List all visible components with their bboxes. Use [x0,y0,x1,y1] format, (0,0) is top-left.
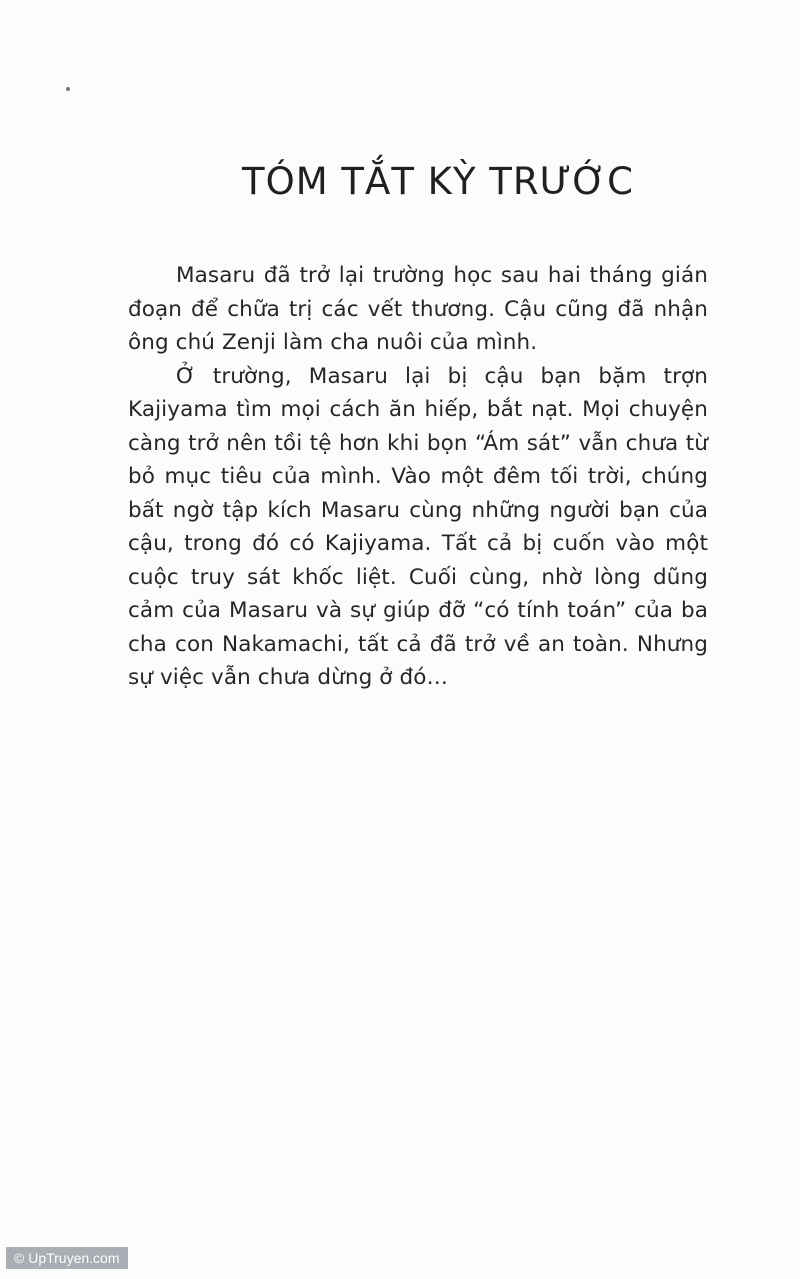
print-speck [66,87,70,91]
summary-paragraph-2: Ở trường, Masaru lại bị cậu bạn bặm trợn Kajiyama tìm mọi cách ăn hiếp, bắt nạt. Mọi chuyện càng trở nên tồi tệ hơn khi bọn “Ám sát” vẫn chưa từ bỏ mục tiêu của mình. Vào một đêm tối trời, chúng bất ngờ tập kích Masaru cùng những người bạn của cậu, trong đó có Kajiyama. Tất cả bị cuốn vào một cuộc truy sát khốc liệt. Cuối cùng, nhờ lòng dũng cảm của Masaru và sự giúp đỡ “có tính toán” của ba cha con Nakamachi, tất cả đã trở về an toàn. Nhưng sự việc vẫn chưa dừng ở đó… [128,363,708,690]
page-title: TÓM TẮT KỲ TRƯỚC [242,160,634,203]
summary-body [128,259,708,695]
site-watermark: © UpTruyen.com [6,1247,128,1269]
summary-paragraph-1: Masaru đã trở lại trường học sau hai tháng gián đoạn để chữa trị các vết thương. Cậu cũng đã nhận ông chú Zenji làm cha nuôi của mình. [128,263,708,355]
